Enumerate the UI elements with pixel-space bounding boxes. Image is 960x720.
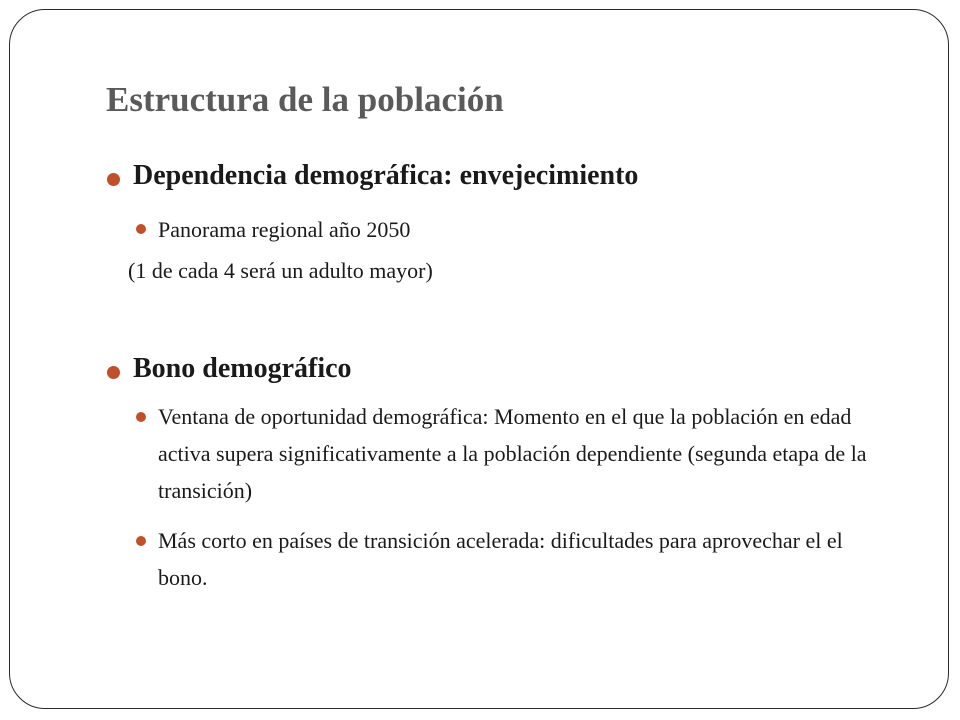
sub-item-mas-corto: Más corto en países de transición acelerada: dificultades para aprovechar el el bono. (158, 528, 843, 590)
bullet-icon (107, 366, 120, 379)
bullet-icon (136, 224, 146, 234)
bullet-icon (136, 412, 146, 422)
section-heading-bono: Bono demográfico (133, 353, 352, 384)
sub-item-panorama: Panorama regional año 2050 (158, 217, 411, 242)
bullet-icon (136, 536, 146, 546)
section-heading-dependencia: Dependencia demográfica: envejecimiento (133, 160, 639, 191)
bullet-icon (107, 173, 120, 186)
slide-title: Estructura de la población (106, 80, 504, 119)
sub-item-ventana: Ventana de oportunidad demográfica: Momento en el que la población en edad activa supera significativamente a la población dependiente (segunda etapa de la transición) (158, 404, 867, 503)
section-note: (1 de cada 4 será un adulto mayor) (128, 258, 433, 283)
